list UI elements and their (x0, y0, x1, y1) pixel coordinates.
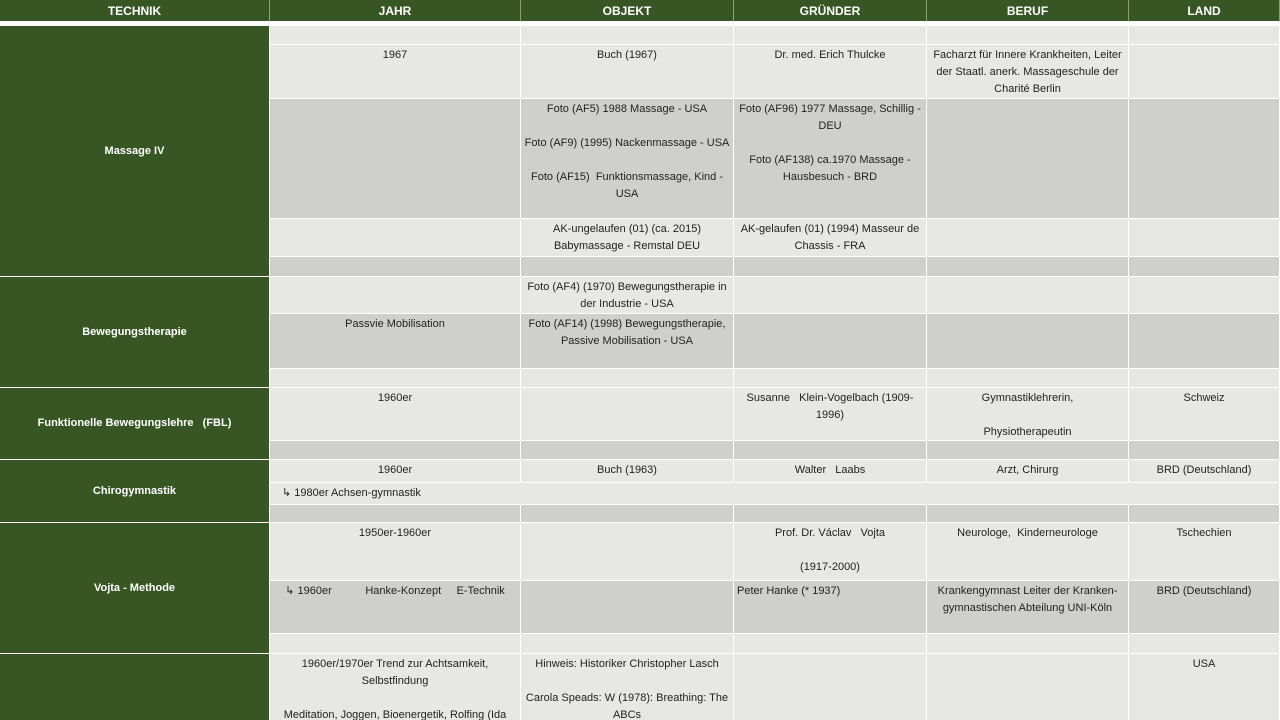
table-cell: AK-gelaufen (01) (1994) Masseur de Chassis - FRA (734, 219, 927, 257)
table-cell (927, 99, 1129, 219)
table-cell: Gymnastiklehrerin, Physiotherapeutin (927, 388, 1129, 441)
table-cell: Buch (1963) (521, 460, 734, 483)
column-header-1: JAHR (270, 0, 521, 22)
table-cell: USA (1129, 654, 1280, 720)
table-cell (1129, 99, 1280, 219)
table-cell: Passvie Mobilisation (270, 314, 521, 369)
table-cell (927, 441, 1129, 460)
technique-name-cell (0, 388, 270, 460)
table-cell (270, 505, 521, 523)
table-cell (521, 523, 734, 581)
column-header-3: GRÜNDER (734, 0, 927, 22)
table-cell (270, 26, 521, 45)
column-header-4: BERUF (927, 0, 1129, 22)
table-cell: ↳ 1980er Achsen-gymnastik (270, 483, 1280, 505)
table-cell: Peter Hanke (* 1937) (734, 581, 927, 634)
table-cell (1129, 634, 1280, 654)
table-cell (734, 314, 927, 369)
table-cell (521, 369, 734, 388)
table-cell (1129, 441, 1280, 460)
table-cell: AK-ungelaufen (01) (ca. 2015) Babymassage - Remstal DEU (521, 219, 734, 257)
table-cell (1129, 369, 1280, 388)
table-cell: Foto (AF4) (1970) Bewegungstherapie in der Industrie - USA (521, 277, 734, 314)
table-cell: Buch (1967) (521, 45, 734, 99)
table-cell: Hinweis: Historiker Christopher Lasch Carola Speads: W (1978): Breathing: The ABCs (521, 654, 734, 720)
table-cell (734, 257, 927, 277)
table-cell (1129, 26, 1280, 45)
table-cell: 1967 (270, 45, 521, 99)
column-header-0: TECHNIK (0, 0, 270, 22)
table-cell (521, 441, 734, 460)
table-cell: Facharzt für Innere Krankheiten, Leiter der Staatl. anerk. Massageschule der Charité Berlin (927, 45, 1129, 99)
table-cell (927, 314, 1129, 369)
table-cell: Walter Laabs (734, 460, 927, 483)
table-cell (1129, 219, 1280, 257)
table-cell: Foto (AF14) (1998) Bewegungstherapie, Passive Mobilisation - USA (521, 314, 734, 369)
table-cell: Prof. Dr. Václav Vojta (1917-2000) (734, 523, 927, 581)
table-cell (270, 369, 521, 388)
technique-name: Funktionelle Bewegungslehre (FBL) (37, 417, 232, 429)
table-cell (927, 257, 1129, 277)
table-cell (734, 441, 927, 460)
table-cell (1129, 45, 1280, 99)
table-cell (521, 26, 734, 45)
table-cell (927, 634, 1129, 654)
table-cell: Krankengymnast Leiter der Kranken-gymnastischen Abteilung UNI-Köln (927, 581, 1129, 634)
table-cell: BRD (Deutschland) (1129, 460, 1280, 483)
table-cell: 1960er (270, 460, 521, 483)
table-cell (521, 634, 734, 654)
technique-name-cell (0, 523, 270, 654)
table-cell (1129, 505, 1280, 523)
table-cell (521, 388, 734, 441)
table-cell: Foto (AF5) 1988 Massage - USA Foto (AF9) (1995) Nackenmassage - USA Foto (AF15) Funktionsmassage, Kind - USA (521, 99, 734, 219)
table-cell (927, 219, 1129, 257)
table-cell: 1960er (270, 388, 521, 441)
table-cell (270, 99, 521, 219)
table-cell (521, 505, 734, 523)
table-cell: Dr. med. Erich Thulcke (734, 45, 927, 99)
technique-name-cell (0, 654, 270, 720)
table-cell (521, 581, 734, 634)
table-cell: ↳ 1960er Hanke-Konzept E-Technik (270, 581, 521, 634)
table-cell (734, 369, 927, 388)
table-cell (270, 257, 521, 277)
table-cell: 1950er-1960er (270, 523, 521, 581)
table-cell (1129, 277, 1280, 314)
table-cell: BRD (Deutschland) (1129, 581, 1280, 634)
table-cell: Neurologe, Kinderneurologe (927, 523, 1129, 581)
table-cell (927, 277, 1129, 314)
table-cell: Schweiz (1129, 388, 1280, 441)
table-cell (734, 505, 927, 523)
table-cell (270, 634, 521, 654)
table-cell (270, 219, 521, 257)
table-cell (927, 654, 1129, 720)
column-header-5: LAND (1129, 0, 1280, 22)
table-cell: Arzt, Chirurg (927, 460, 1129, 483)
table-cell (734, 26, 927, 45)
table-cell: Susanne Klein-Vogelbach (1909-1996) (734, 388, 927, 441)
table-cell (927, 369, 1129, 388)
technique-name-cell (0, 460, 270, 523)
technique-name: Bewegungstherapie (82, 325, 187, 338)
table-cell: 1960er/1970er Trend zur Achtsamkeit, Selbstfindung Meditation, Joggen, Bioenergetik, Rolfing (Ida (270, 654, 521, 720)
table-cell (1129, 314, 1280, 369)
table-cell (734, 277, 927, 314)
table-cell (270, 277, 521, 314)
table-cell: Foto (AF96) 1977 Massage, Schillig - DEU Foto (AF138) ca.1970 Massage - Hausbesuch - BRD (734, 99, 927, 219)
technique-name-cell (0, 277, 270, 388)
table-cell (521, 257, 734, 277)
table-cell (927, 505, 1129, 523)
technique-name: Massage IV (104, 144, 165, 157)
table-cell (734, 634, 927, 654)
column-header-2: OBJEKT (521, 0, 734, 22)
table-cell (270, 441, 521, 460)
table-cell: Tschechien (1129, 523, 1280, 581)
technique-name-cell (0, 26, 270, 277)
table-cell (734, 654, 927, 720)
technique-name: Chirogymnastik (92, 484, 177, 497)
table-cell (1129, 257, 1280, 277)
table-cell (927, 26, 1129, 45)
technique-name: Vojta - Methode (93, 581, 176, 594)
